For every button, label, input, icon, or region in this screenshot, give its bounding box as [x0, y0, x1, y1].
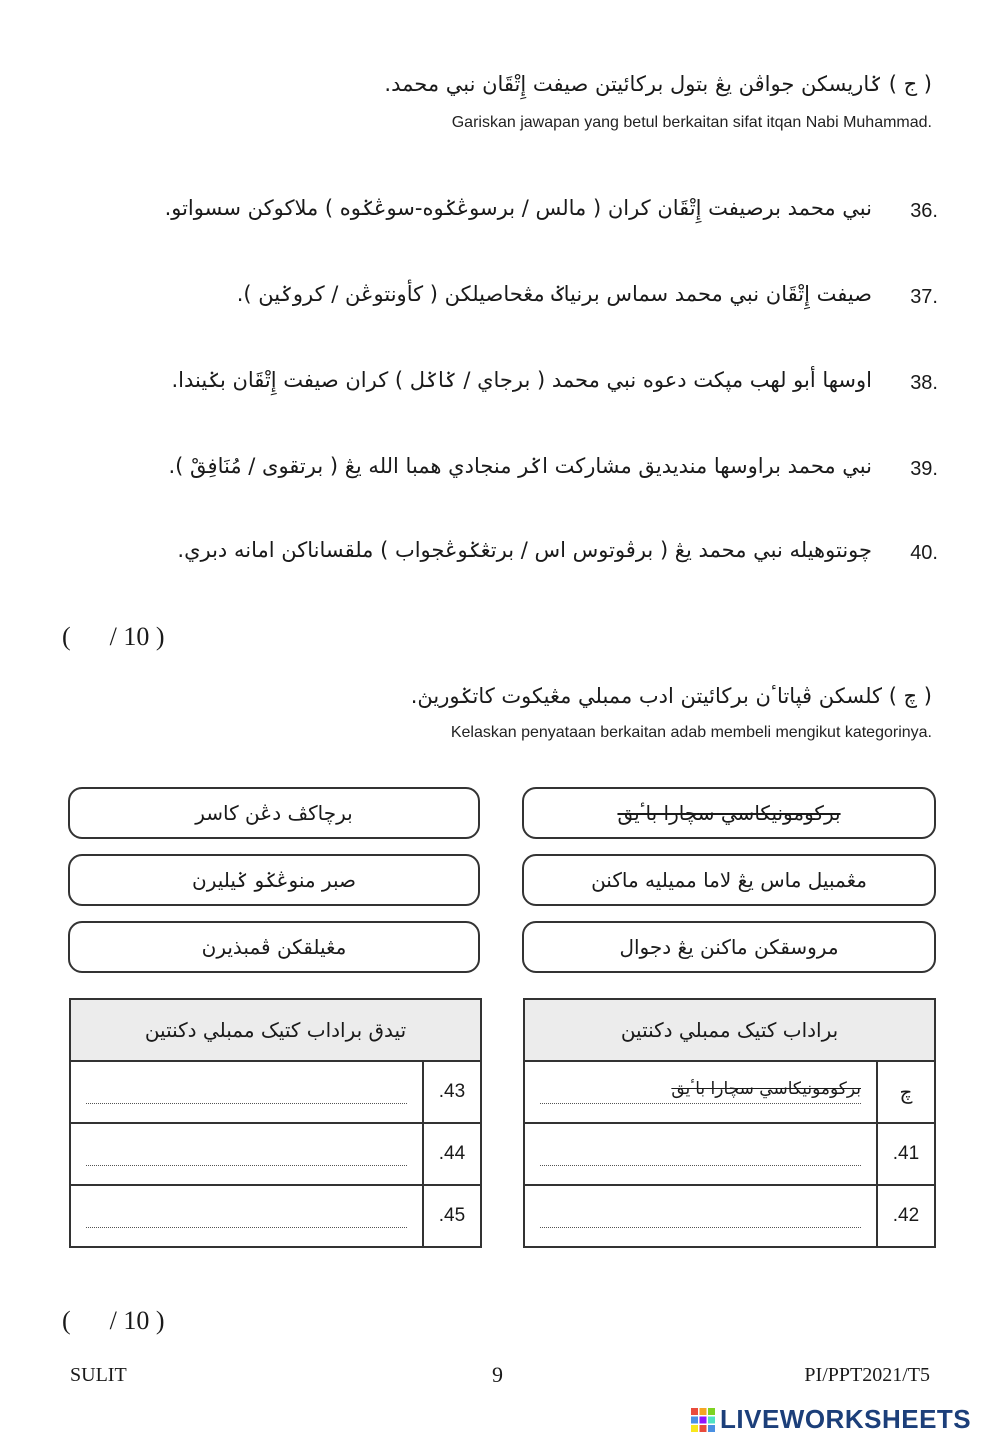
question-text[interactable]: چونتوهيله نبي محمد يڠ ( برڤوتوس اس / برتڠݢوڠجواب ) ملقساناکن امانه دبري. — [177, 538, 872, 562]
row-number: چ — [877, 1061, 935, 1123]
option-card-right-2[interactable] — [522, 854, 936, 906]
section-ch-heading: ( چ ) کلسکن ڤپاتاٴن برکائيتن ادب ممبلي مڠيکوت کاتݢوريڽ. — [410, 684, 932, 708]
question-number: 36. — [910, 200, 938, 222]
answer-cell-example[interactable] — [524, 1061, 877, 1123]
option-card-left-1[interactable] — [68, 787, 480, 839]
section-c-score: ( / 10 ) — [62, 622, 165, 651]
table-row — [524, 1123, 935, 1185]
footer-classification: SULIT — [70, 1364, 127, 1386]
brand-name: LIVEWORKSHEETS — [720, 1404, 972, 1434]
page-number: 9 — [492, 1362, 503, 1387]
table-row — [70, 1061, 481, 1123]
answer-cell-45[interactable] — [70, 1185, 423, 1247]
option-label: مڠيلقکن ڤمبذيرن — [201, 935, 347, 959]
brand-grid-icon — [690, 1407, 716, 1433]
option-label: برکومونيکاسي سچارا باٴيق — [617, 801, 841, 825]
option-label: مڠمبيل ماس يڠ لاما مميليه ماکنن — [591, 868, 867, 892]
section-ch-subheading: Kelaskan penyataan berkaitan adab membeli mengikut kategorinya. — [450, 724, 932, 741]
question-text[interactable]: صيفت إِتْقَان نبي محمد سماس برنياݢ مڠحاصيلکن ( كأونتوڠن / کروݢين ). — [236, 282, 872, 306]
question-text[interactable]: نبي محمد براوسها منديديق مشارکت اݢر منجادي همبا الله يڠ ( برتقوى / مُنَافِقْ ). — [168, 454, 872, 478]
option-label: برچاکڤ دڠن کاسر — [195, 801, 353, 825]
row-number: .45 — [423, 1185, 481, 1247]
table-row — [70, 1185, 481, 1247]
option-card-right-3[interactable] — [522, 921, 936, 973]
row-number: .44 — [423, 1123, 481, 1185]
row-number: .41 — [877, 1123, 935, 1185]
option-card-left-2[interactable] — [68, 854, 480, 906]
question-text[interactable]: نبي محمد برصيفت إِتْقَان كران ( مالس / برسوڠݢوه-سوڠݢوه ) ملاکوکن سسواتو. — [164, 196, 872, 220]
table-row — [524, 1185, 935, 1247]
answer-cell-44[interactable] — [70, 1123, 423, 1185]
answer-cell-42[interactable] — [524, 1185, 877, 1247]
question-number: 40. — [910, 542, 938, 564]
section-c-subheading: Gariskan jawapan yang betul berkaitan sifat itqan Nabi Muhammad. — [451, 114, 932, 131]
option-card-right-1[interactable] — [522, 787, 936, 839]
row-number: .43 — [423, 1061, 481, 1123]
option-label: صبر منوڠݢو ݢيليرن — [192, 868, 356, 892]
table-not-polite — [69, 998, 482, 1248]
question-number: 38. — [910, 372, 938, 394]
question-number: 39. — [910, 458, 938, 480]
brand-logo — [690, 1404, 971, 1435]
answer-cell-41[interactable] — [524, 1123, 877, 1185]
table-header: تيدق براداب کتيک ممبلي دکنتين — [70, 999, 481, 1061]
table-polite — [523, 998, 936, 1248]
row-number: .42 — [877, 1185, 935, 1247]
section-c-heading: ( ج ) ݢاريسكن جواڤن يڠ بتول برکائيتن صيفت إِتْقَان نبي محمد. — [384, 72, 932, 96]
question-number: 37. — [910, 286, 938, 308]
question-text[interactable]: اوسها أبو لهب مڽکت دعوه نبي محمد ( برجاي / ݢاݢل ) کران صيفت إِتْقَان بݢيندا. — [171, 368, 872, 392]
answer-cell-43[interactable] — [70, 1061, 423, 1123]
table-header: براداب کتيک ممبلي دکنتين — [524, 999, 935, 1061]
table-row — [70, 1123, 481, 1185]
example-answer: برکومونيکاسي سچارا باٴيق — [671, 1078, 861, 1099]
footer-code: PI/PPT2021/T5 — [804, 1364, 930, 1386]
table-row — [524, 1061, 935, 1123]
option-card-left-3[interactable] — [68, 921, 480, 973]
section-ch-score: ( / 10 ) — [62, 1306, 165, 1335]
option-label: مروسقکن ماکنن يڠ دجوال — [619, 935, 839, 959]
